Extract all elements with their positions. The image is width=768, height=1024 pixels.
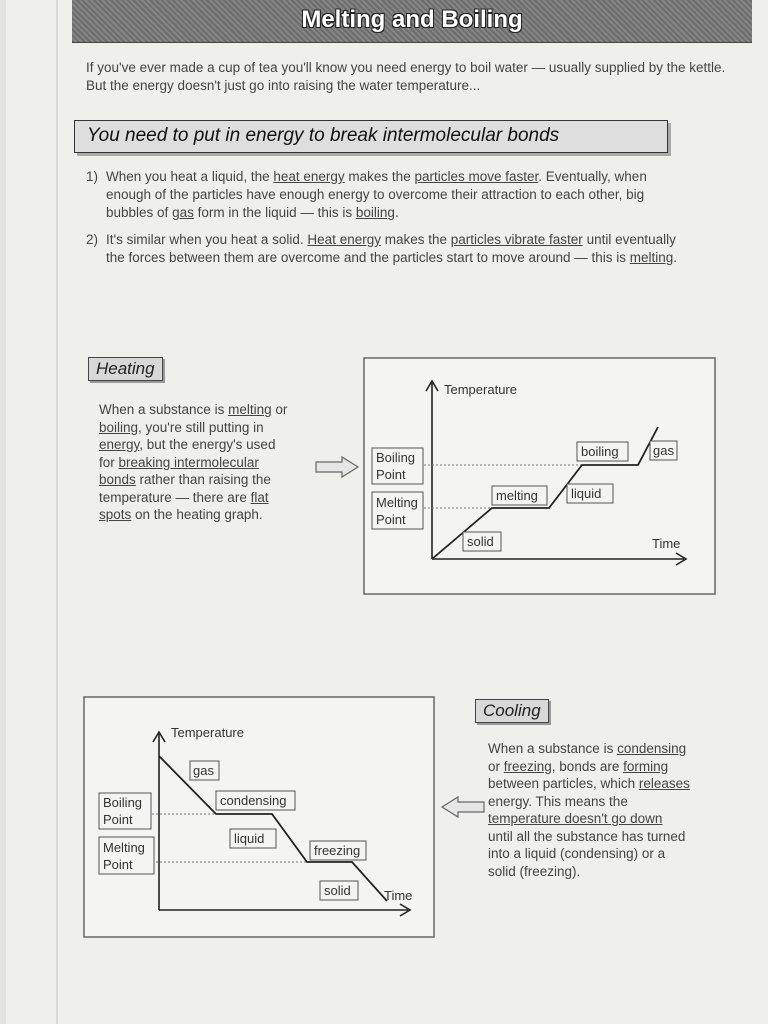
arrow-left-icon	[440, 795, 486, 819]
boiling-point-label-2: Point	[376, 467, 406, 482]
heating-line	[99, 454, 314, 472]
text: rather than raising the	[135, 472, 271, 487]
text: , bonds are	[551, 758, 624, 774]
text: solid (freezing).	[488, 863, 581, 879]
point-number: 1)	[86, 169, 99, 184]
text: , but the energy's used	[139, 437, 276, 452]
melting-point-label-2: Point	[376, 512, 406, 527]
heating-line	[99, 506, 314, 524]
text: , you're still putting in	[138, 419, 264, 435]
point-underlined: particles move faster	[414, 169, 539, 184]
heating-text	[99, 401, 314, 524]
cooling-graph	[82, 696, 438, 940]
text: When a substance is	[488, 741, 618, 756]
point-text: .	[673, 250, 678, 265]
liquid-label: liquid	[234, 831, 265, 846]
heating-line	[99, 471, 314, 489]
point-text: until eventually the forces between them are overcome and the particles start to move around — this is	[106, 232, 676, 265]
point-underlined: particles vibrate faster	[450, 232, 583, 247]
liquid-label: liquid	[571, 486, 602, 501]
cooling-line	[488, 810, 713, 828]
boiling-label: boiling	[581, 444, 619, 459]
heating-line	[99, 489, 314, 507]
section-header-text: You need to put in energy to break intermolecular bonds	[87, 125, 560, 146]
solid-label: solid	[324, 883, 351, 898]
underlined: spots	[99, 507, 132, 522]
solid-label: solid	[467, 534, 494, 549]
page-edge	[0, 0, 6, 1024]
x-axis-label: Time	[652, 536, 681, 551]
point-underlined: boiling	[355, 205, 395, 220]
point-text: . Eventually, when enough of the particles have enough energy to overcome their attraction to each other, big bubbles of	[106, 169, 647, 220]
cooling-line	[488, 828, 713, 846]
heating-line	[99, 401, 314, 419]
boiling-point-label-1: Boiling	[103, 795, 143, 810]
cooling-line	[488, 775, 713, 793]
cooling-line	[488, 758, 713, 776]
text: on the heating graph.	[131, 507, 263, 522]
heating-graph	[362, 357, 718, 597]
point-underlined: heat energy	[273, 169, 345, 184]
underlined: boiling	[99, 419, 139, 435]
heating-line	[99, 419, 314, 437]
text: into a liquid (condensing) or a	[488, 846, 666, 861]
underlined: melting	[228, 402, 272, 417]
point-text: makes the	[344, 169, 415, 184]
text: for	[99, 454, 119, 470]
point-text: .	[394, 205, 399, 220]
arrow-right-icon	[314, 455, 360, 479]
underlined: temperature doesn't go down	[488, 811, 663, 826]
text: When a substance is	[99, 402, 229, 417]
page-title: Melting and Boiling	[301, 6, 523, 33]
cooling-line	[488, 740, 713, 758]
melting-point-label-1: Melting	[103, 840, 145, 855]
text: temperature — there are	[99, 489, 251, 505]
condensing-label: condensing	[220, 793, 287, 808]
x-axis-label: Time	[384, 888, 413, 903]
point-text: form in the liquid — this is	[193, 205, 356, 220]
melting-point-label-2: Point	[103, 857, 133, 872]
underlined: flat	[250, 489, 269, 505]
point-underlined: gas	[172, 205, 194, 220]
underlined: releases	[638, 776, 690, 791]
underlined: condensing	[617, 741, 687, 756]
underlined: breaking intermolecular	[118, 454, 259, 470]
underlined: forming	[623, 758, 669, 774]
freezing-label: freezing	[314, 843, 361, 858]
y-axis-label: Temperature	[444, 382, 517, 397]
text: until all the substance has turned	[488, 828, 686, 844]
intro-paragraph: If you've ever made a cup of tea you'll know you need energy to boil water — usually supplied by the kettle. But the energy doesn't just go into raising the water temperature...	[86, 60, 726, 93]
melting-label: melting	[496, 488, 538, 503]
cooling-line	[488, 863, 713, 881]
underlined: bonds	[99, 472, 136, 487]
point-number: 2)	[86, 232, 99, 247]
point-text: makes the	[380, 232, 451, 247]
text: energy. This means the	[488, 793, 628, 809]
point-underlined: melting	[629, 250, 674, 265]
text: or	[271, 402, 288, 417]
melting-point-label-1: Melting	[376, 495, 418, 510]
cooling-line	[488, 845, 713, 863]
points-list	[86, 168, 686, 276]
cooling-line	[488, 793, 713, 811]
boiling-point-label-1: Boiling	[376, 450, 416, 465]
title-bar	[72, 0, 752, 43]
boiling-point-label-2: Point	[103, 812, 133, 827]
section-header	[74, 120, 668, 153]
point-1	[86, 168, 686, 222]
cooling-text	[488, 740, 713, 880]
text: or	[488, 758, 504, 774]
cooling-label: Cooling	[475, 699, 549, 723]
margin-line	[56, 0, 58, 1024]
underlined: energy	[99, 437, 140, 452]
gas-label: gas	[193, 763, 214, 778]
point-underlined: Heat energy	[307, 232, 381, 247]
point-2	[86, 231, 686, 267]
gas-label: gas	[653, 443, 674, 458]
point-text: It's similar when you heat a solid.	[106, 232, 308, 247]
text: between particles, which	[488, 776, 639, 791]
y-axis-label: Temperature	[171, 725, 244, 740]
heating-line	[99, 436, 314, 454]
underlined: freezing	[503, 758, 552, 774]
point-text: When you heat a liquid, the	[106, 169, 274, 184]
heating-label: Heating	[88, 357, 163, 381]
